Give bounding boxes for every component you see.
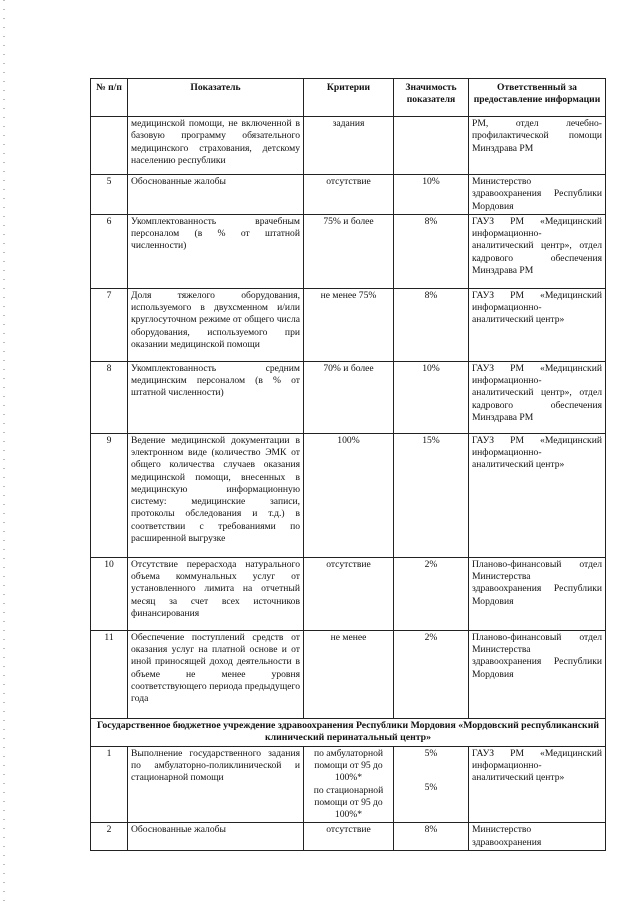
row-weight — [394, 117, 469, 175]
row-indicator: Ведение медицинской документации в электронном виде (количество ЭМК от общего количества случаев оказания медицинской помощи, внесенных в медицинскую информационную систему: медицинские записи, протоколы обследования и т.д.) в соответствии с требованиями по расширенной выгрузке — [128, 433, 304, 557]
row-num: 1 — [91, 746, 128, 823]
row-weight: 2% — [394, 557, 469, 630]
row-weight: 2% — [394, 630, 469, 718]
row-indicator: Обеспечение поступлений средств от оказания услуг на платной основе и от иной приносящей доход деятельности в объеме не менее уровня соответствующего периода предыдущего года — [128, 630, 304, 718]
table-row — [91, 288, 606, 361]
row-weight: 8% — [394, 823, 469, 851]
row-num: 10 — [91, 557, 128, 630]
table-row — [91, 630, 606, 718]
row-responsible: Министерство здравоохранения Республики Мордовия — [469, 175, 606, 215]
row-indicator: Выполнение государственного задания по амбулаторно-поликлинической и стационарной помощи — [128, 746, 304, 823]
row-num: 11 — [91, 630, 128, 718]
table-row — [91, 117, 606, 175]
row-criteria: отсутствие — [304, 175, 394, 215]
row-criteria: отсутствие — [304, 557, 394, 630]
row-responsible: РМ, отдел лечебно-профилактической помощи Минздрава РМ — [469, 117, 606, 175]
header-criteria: Критерии — [304, 79, 394, 117]
header-indicator: Показатель — [128, 79, 304, 117]
header-weight: Значимость показателя — [394, 79, 469, 117]
criteria-outpatient: по амбулаторной помощи от 95 до 100%* — [313, 747, 384, 784]
row-num: 9 — [91, 433, 128, 557]
row-weight: 8% — [394, 288, 469, 361]
row-indicator: Доля тяжелого оборудования, используемого в двухсменном и/или круглосуточном режиме от общего числа оборудования, используемого при оказании медицинской помощи — [128, 288, 304, 361]
row-responsible: Планово-финансовый отдел Министерства здравоохранения Республики Мордовия — [469, 630, 606, 718]
row-criteria: отсутствие — [304, 823, 394, 851]
row-num: 6 — [91, 214, 128, 288]
row-criteria: задания — [304, 117, 394, 175]
row-weight: 15% — [394, 433, 469, 557]
row-num — [91, 117, 128, 175]
row-responsible: ГАУЗ РМ «Медицинский информационно-аналитический центр» — [469, 746, 606, 823]
row-num: 2 — [91, 823, 128, 851]
row-criteria: 100% — [304, 433, 394, 557]
indicators-table — [90, 78, 606, 851]
row-criteria: 75% и более — [304, 214, 394, 288]
section-header-row — [91, 718, 606, 746]
table-row — [91, 433, 606, 557]
table-row — [91, 361, 606, 433]
row-responsible: ГАУЗ РМ «Медицинский информационно-аналитический центр» — [469, 288, 606, 361]
row-responsible: Планово-финансовый отдел Министерства здравоохранения Республики Мордовия — [469, 557, 606, 630]
table-row — [91, 557, 606, 630]
row-responsible: Министерство здравоохранения — [469, 823, 606, 851]
weight-inpatient: 5% — [424, 782, 438, 794]
table-row — [91, 823, 606, 851]
section-title: Государственное бюджетное учреждение здравоохранения Республики Мордовия «Мордовский республиканский клинический перинатальный центр» — [91, 718, 606, 746]
row-indicator: Укомплектованность средним медицинским персоналом (в % от штатной численности) — [128, 361, 304, 433]
row-indicator: Обоснованные жалобы — [128, 175, 304, 215]
row-weight: 8% — [394, 214, 469, 288]
row-indicator: Обоснованные жалобы — [128, 823, 304, 851]
row-indicator: Отсутствие перерасхода натурального объема коммунальных услуг от установленного лимита на отчетный месяц за счет всех источников финансирования — [128, 557, 304, 630]
table-row — [91, 214, 606, 288]
row-criteria: не менее — [304, 630, 394, 718]
row-weight: 10% — [394, 361, 469, 433]
row-indicator: Укомплектованность врачебным персоналом (в % от штатной численности) — [128, 214, 304, 288]
header-responsible: Ответственный за предоставление информации — [469, 79, 606, 117]
row-responsible: ГАУЗ РМ «Медицинский информационно-аналитический центр», отдел кадрового обеспечения Минздрава РМ — [469, 361, 606, 433]
table-row — [91, 175, 606, 215]
weight-outpatient: 5% — [424, 747, 438, 759]
row-responsible: ГАУЗ РМ «Медицинский информационно-аналитический центр» — [469, 433, 606, 557]
row-weight — [394, 746, 469, 823]
row-weight: 10% — [394, 175, 469, 215]
row-num: 7 — [91, 288, 128, 361]
header-num: № п/п — [91, 79, 128, 117]
row-criteria: не менее 75% — [304, 288, 394, 361]
row-indicator: медицинской помощи, не включенной в базовую программу обязательного медицинского страхования, детскому населению республики — [128, 117, 304, 175]
row-num: 5 — [91, 175, 128, 215]
row-num: 8 — [91, 361, 128, 433]
table-row — [91, 746, 606, 823]
row-criteria — [304, 746, 394, 823]
scan-edge-dots — [3, 0, 5, 905]
row-criteria: 70% и более — [304, 361, 394, 433]
table-header-row — [91, 79, 606, 117]
row-responsible: ГАУЗ РМ «Медицинский информационно-аналитический центр», отдел кадрового обеспечения Минздрава РМ — [469, 214, 606, 288]
criteria-inpatient: по стационарной помощи от 95 до 100%* — [313, 784, 384, 821]
